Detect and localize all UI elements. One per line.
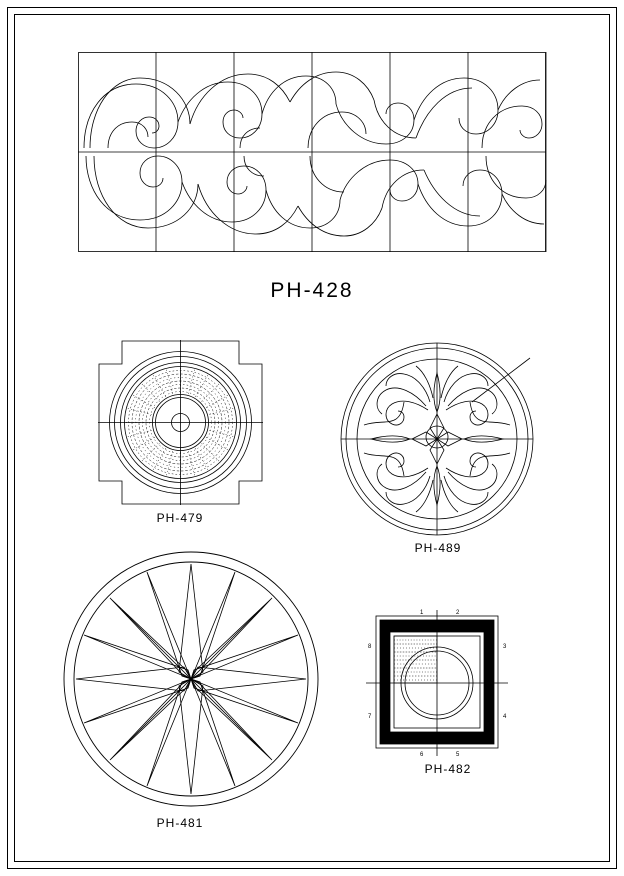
figure-label-ph-479: PH-479 [156, 511, 204, 525]
callout-1: 1 [420, 610, 424, 616]
figure-ph-489 [340, 340, 538, 538]
callout-3: 3 [503, 644, 507, 650]
callout-6: 6 [420, 752, 424, 758]
callout-8: 8 [368, 644, 372, 650]
callout-7: 7 [368, 714, 372, 720]
callout-5: 5 [456, 752, 460, 758]
callout-4: 4 [503, 714, 507, 720]
figure-ph-479 [98, 340, 263, 505]
figure-label-ph-489: PH-489 [414, 541, 462, 555]
figure-ph-481 [62, 550, 320, 808]
figure-label-ph-482: PH-482 [424, 762, 472, 776]
figure-ph-428 [78, 52, 546, 252]
figure-label-ph-481: PH-481 [156, 816, 204, 830]
figure-ph-482 [360, 608, 515, 758]
figure-label-ph-428: PH-428 [270, 279, 354, 302]
callout-2: 2 [456, 610, 460, 616]
